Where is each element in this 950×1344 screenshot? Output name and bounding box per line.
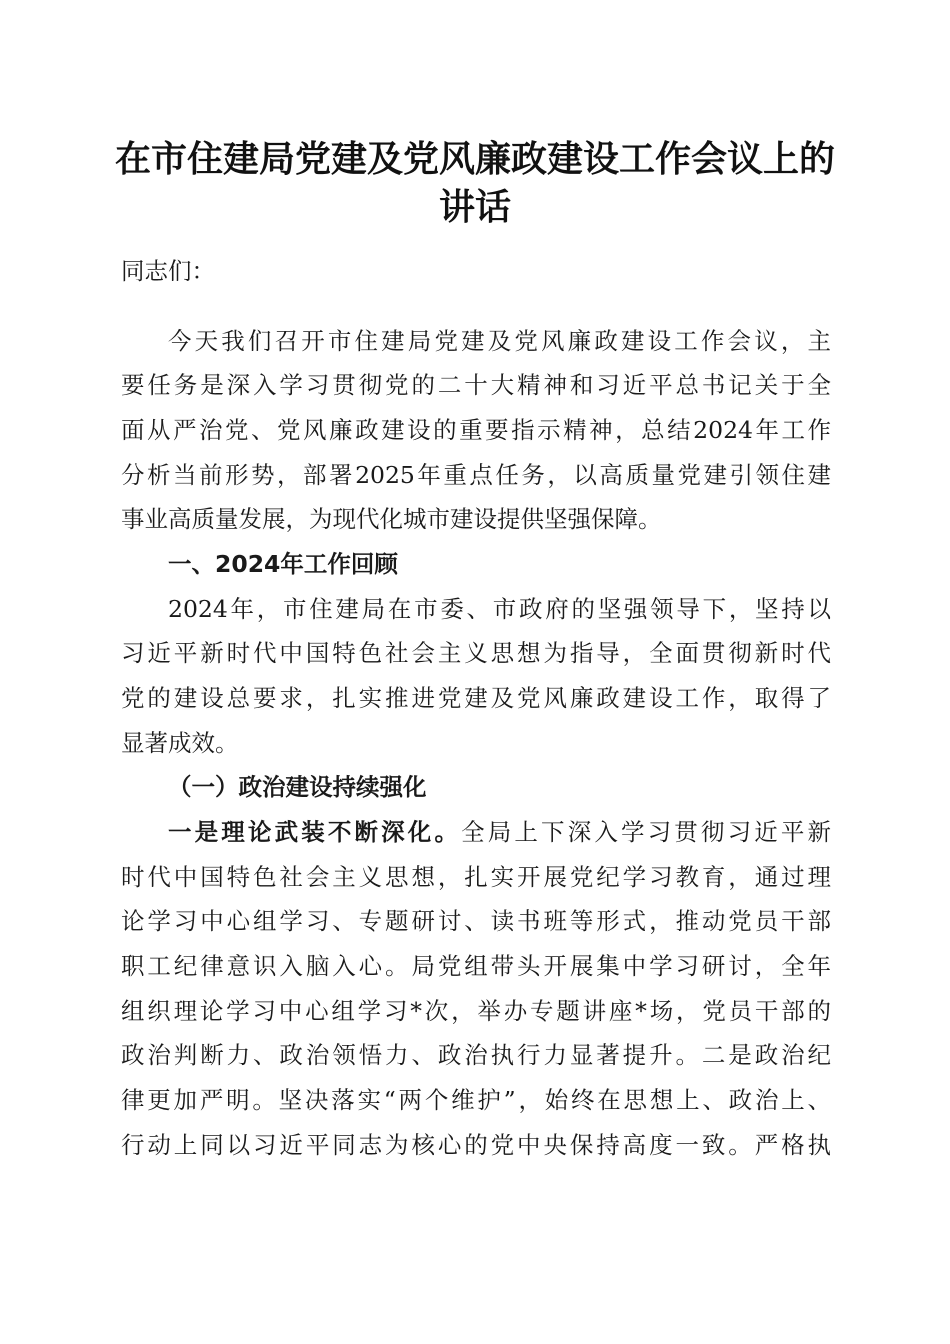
section-body-line: 习近平新时代中国特色社会主义思想为指导，全面贯彻新时代	[121, 639, 831, 667]
subsection-body-line: 组织理论学习中心组学习*次，举办专题讲座*场，党员干部的	[121, 997, 831, 1025]
subsection-lead-phrase: 一是理论武装不断深化。	[168, 818, 462, 846]
subsection-body-line: 政治判断力、政治领悟力、政治执行力显著提升。二是政治纪	[121, 1041, 831, 1069]
subsection-body-line: 行动上同以习近平同志为核心的党中央保持高度一致。严格执	[121, 1131, 831, 1159]
section-body-line: 2024年，市住建局在市委、市政府的坚强领导下，坚持以	[168, 595, 831, 623]
intro-line: 今天我们召开市住建局党建及党风廉政建设工作会议，主	[168, 327, 831, 355]
section-body-line: 党的建设总要求，扎实推进党建及党风廉政建设工作，取得了	[121, 684, 831, 712]
section-body-line: 显著成效。	[121, 729, 239, 757]
section-heading: 一、2024年工作回顾	[168, 550, 398, 578]
subsection-body-line: 职工纪律意识入脑入心。局党组带头开展集中学习研讨，全年	[121, 952, 831, 980]
subsection-first-line-rest: 全局上下深入学习贯彻习近平新	[461, 818, 831, 846]
salutation: 同志们：	[121, 257, 215, 285]
subsection-heading: （一）政治建设持续强化	[168, 773, 427, 801]
intro-line: 要任务是深入学习贯彻党的二十大精神和习近平总书记关于全	[121, 371, 831, 399]
intro-line: 面从严治党、党风廉政建设的重要指示精神，总结2024年工作	[121, 416, 831, 444]
subsection-body-line	[168, 817, 831, 847]
document-title-line-2: 讲话	[438, 186, 511, 228]
subsection-body-line: 论学习中心组学习、专题研讨、读书班等形式，推动党员干部	[121, 907, 831, 935]
document-title-line-1: 在市住建局党建及党风廉政建设工作会议上的	[114, 138, 835, 180]
intro-line: 分析当前形势，部署2025年重点任务，以高质量党建引领住建	[121, 461, 831, 489]
intro-line: 事业高质量发展，为现代化城市建设提供坚强保障。	[121, 505, 662, 533]
subsection-body-line: 律更加严明。坚决落实“两个维护”，始终在思想上、政治上、	[121, 1086, 831, 1114]
subsection-body-line: 时代中国特色社会主义思想，扎实开展党纪学习教育，通过理	[121, 863, 831, 891]
